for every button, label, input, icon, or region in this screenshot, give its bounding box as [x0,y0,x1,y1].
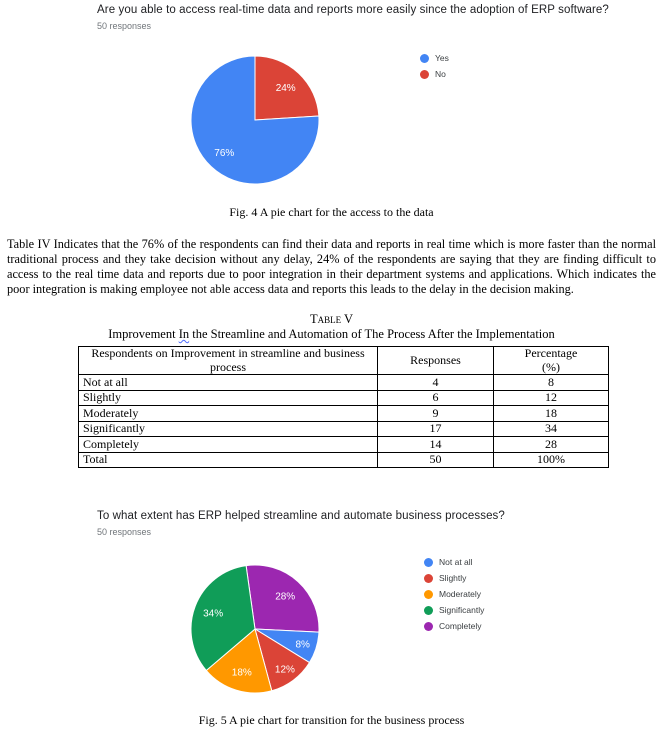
fig5-caption: Fig. 5 A pie chart for transition for the business process [198,713,465,727]
table-header-cell: Percentage (%) [494,347,609,375]
table-cell-category: Total [79,452,378,468]
improvement-table-head [79,347,609,375]
question2-responses-count: 50 responses [97,527,152,537]
legend-swatch-icon [424,606,433,615]
legend-label: Significantly [439,605,485,615]
table-cell-responses: 14 [378,437,494,453]
table-header-cell: Respondents on Improvement in streamline and business process [79,347,378,375]
table-cell-percentage: 34 [494,421,609,437]
legend-label: Yes [435,53,449,63]
table-row [79,437,609,453]
legend-label: Slightly [439,573,467,583]
table-cell-responses: 9 [378,406,494,422]
table-cell-percentage: 12 [494,390,609,406]
body-paragraph: Table IV Indicates that the 76% of the respondents can find their data and reports in real time which is more faster than the normal traditional process and they take decision without any delay, 24% of the respondents are saying that they are finding difficult to access to the real time data and reports due to poor integration in their department systems and applications. Which indicates the poor integration is making employee not able access data and reports this leads to the delay in the decision making. [7,237,656,296]
table-cell-responses: 6 [378,390,494,406]
fig4-caption: Fig. 4 A pie chart for the access to the data [229,205,434,219]
table-v-subtitle [0,327,663,342]
legend-item [420,50,449,66]
table-cell-percentage: 28 [494,437,609,453]
question1-title: Are you able to access real-time data and reports more easily since the adoption of ERP software? [97,4,609,16]
table-v-subtitle-part: the Streamline and Automation of The Process After the Implementation [189,327,555,341]
table-cell-percentage: 8 [494,375,609,391]
pie-chart-access-data [189,54,321,186]
question2-title: To what extent has ERP helped streamline and automate business processes? [97,510,505,522]
legend-item [424,618,484,634]
legend-swatch-icon [424,622,433,631]
pie-slice-label: 76% [214,148,235,160]
pie1-legend [420,50,449,82]
table-row [79,375,609,391]
table-header-row [79,347,609,375]
pie-slice-label: 18% [231,667,252,679]
pie-slice-label: 34% [203,608,224,620]
table-row [79,452,609,468]
table-cell-responses: 4 [378,375,494,391]
question1-responses-count: 50 responses [97,21,152,31]
table-cell-percentage: 18 [494,406,609,422]
table-cell-category: Completely [79,437,378,453]
table-header-cell: Responses [378,347,494,375]
table-cell-responses: 17 [378,421,494,437]
pie-slice-label: 12% [274,664,295,676]
legend-item [424,602,484,618]
table-cell-category: Slightly [79,390,378,406]
table-row [79,390,609,406]
legend-item [424,570,484,586]
improvement-table [78,346,609,468]
table-v-subtitle-part-squiggle: In [178,327,190,341]
table-cell-category: Moderately [79,406,378,422]
legend-item [424,586,484,602]
legend-swatch-icon [420,54,429,63]
legend-swatch-icon [424,558,433,567]
pie-slice-label: 28% [275,591,296,603]
table-row [79,421,609,437]
legend-label: No [435,69,446,79]
legend-label: Moderately [439,589,482,599]
table-cell-responses: 50 [378,452,494,468]
pie-slice-label: 24% [275,82,296,94]
pie-slice-label: 8% [295,639,310,651]
pie2-legend [424,554,484,634]
legend-item [420,66,449,82]
legend-swatch-icon [420,70,429,79]
table-row [79,406,609,422]
improvement-table-body [79,375,609,468]
legend-swatch-icon [424,590,433,599]
table-cell-category: Not at all [79,375,378,391]
table-cell-category: Significantly [79,421,378,437]
pie-chart-business-process [189,563,321,695]
table-v-subtitle-part: Improvement [108,327,179,341]
table-v-heading: Table V [309,312,354,326]
legend-label: Completely [439,621,482,631]
legend-label: Not at all [439,557,473,567]
legend-item [424,554,484,570]
legend-swatch-icon [424,574,433,583]
table-cell-percentage: 100% [494,452,609,468]
